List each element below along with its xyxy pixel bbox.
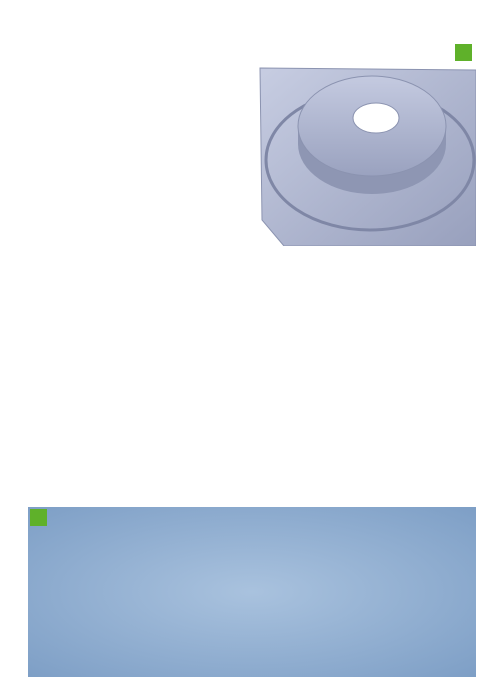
loom-illustration (164, 40, 476, 246)
photo-number-badge (30, 509, 47, 526)
flowers-illustration (28, 507, 476, 677)
photo-number-badge (455, 44, 472, 61)
flowers-photo (28, 507, 476, 677)
loom-photo (164, 40, 476, 246)
